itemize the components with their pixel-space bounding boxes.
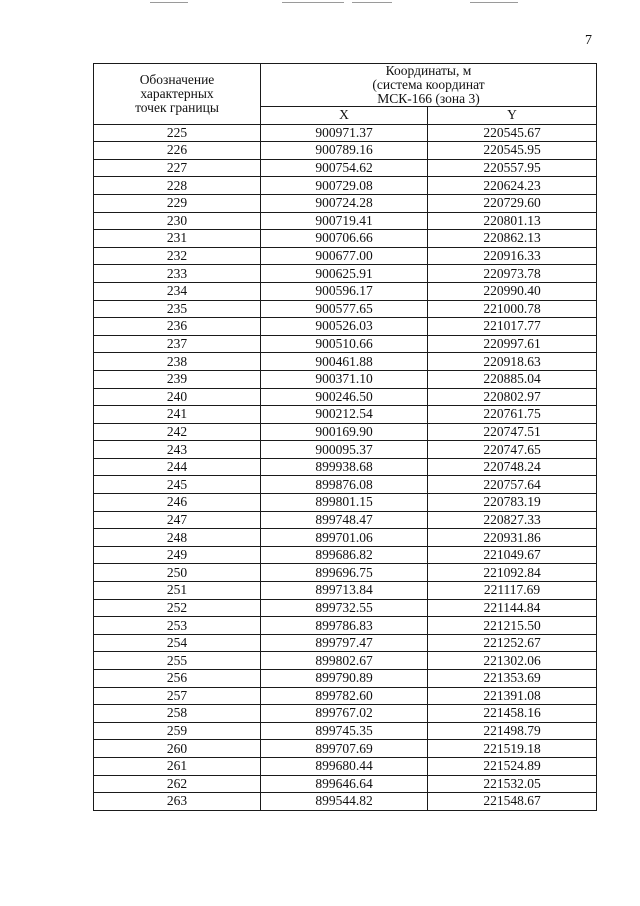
cell-point: 238: [94, 353, 261, 371]
table-row: [94, 230, 597, 248]
table-row: [94, 652, 597, 670]
table-row: [94, 388, 597, 406]
cell-x: 900246.50: [261, 388, 428, 406]
cell-x: 900706.66: [261, 230, 428, 248]
cell-point: 230: [94, 212, 261, 230]
cell-point: 228: [94, 177, 261, 195]
table-row: [94, 194, 597, 212]
coordinates-table: [93, 63, 597, 811]
cell-x: 899786.83: [261, 617, 428, 635]
table-row: [94, 124, 597, 142]
cell-y: 220624.23: [428, 177, 597, 195]
cell-x: 900169.90: [261, 423, 428, 441]
cell-y: 220931.86: [428, 529, 597, 547]
cell-x: 900095.37: [261, 441, 428, 459]
cell-point: 259: [94, 722, 261, 740]
cell-y: 220757.64: [428, 476, 597, 494]
table-row: [94, 634, 597, 652]
cell-x: 900724.28: [261, 194, 428, 212]
cell-point: 243: [94, 441, 261, 459]
cell-point: 233: [94, 265, 261, 283]
cell-x: 900212.54: [261, 406, 428, 424]
cell-x: 900371.10: [261, 370, 428, 388]
cell-point: 263: [94, 793, 261, 811]
cell-point: 256: [94, 670, 261, 688]
cell-y: 221532.05: [428, 775, 597, 793]
cell-point: 237: [94, 335, 261, 353]
cell-x: 899938.68: [261, 458, 428, 476]
cell-point: 249: [94, 546, 261, 564]
table-row: [94, 793, 597, 811]
cell-x: 899732.55: [261, 599, 428, 617]
cell-x: 900677.00: [261, 247, 428, 265]
cell-y: 221548.67: [428, 793, 597, 811]
cell-x: 899802.67: [261, 652, 428, 670]
table-row: [94, 757, 597, 775]
header-designation-line: Обозначение: [139, 71, 215, 87]
cell-x: 899544.82: [261, 793, 428, 811]
cell-y: 221215.50: [428, 617, 597, 635]
cell-x: 899782.60: [261, 687, 428, 705]
cell-y: 220916.33: [428, 247, 597, 265]
cell-point: 258: [94, 705, 261, 723]
page-number: 7: [585, 33, 592, 48]
cell-x: 899790.89: [261, 670, 428, 688]
table-row: [94, 599, 597, 617]
cell-x: 899801.15: [261, 494, 428, 512]
table-row: [94, 300, 597, 318]
cell-point: 261: [94, 757, 261, 775]
cell-x: 900577.65: [261, 300, 428, 318]
cell-x: 899767.02: [261, 705, 428, 723]
cell-point: 239: [94, 370, 261, 388]
table-row: [94, 775, 597, 793]
cell-x: 899701.06: [261, 529, 428, 547]
cell-y: 221144.84: [428, 599, 597, 617]
table-row: [94, 370, 597, 388]
table-row: [94, 406, 597, 424]
cell-point: 254: [94, 634, 261, 652]
table-row: [94, 494, 597, 512]
cell-point: 246: [94, 494, 261, 512]
table-row: [94, 353, 597, 371]
table-row: [94, 335, 597, 353]
cell-point: 244: [94, 458, 261, 476]
cell-point: 252: [94, 599, 261, 617]
table-row: [94, 687, 597, 705]
header-designation-line: характерных: [140, 85, 214, 101]
table-row: [94, 476, 597, 494]
header-y: Y: [428, 107, 597, 125]
cell-x: 900719.41: [261, 212, 428, 230]
table-row: [94, 582, 597, 600]
cell-x: 899876.08: [261, 476, 428, 494]
cell-point: 234: [94, 282, 261, 300]
cell-point: 226: [94, 142, 261, 160]
cell-x: 900971.37: [261, 124, 428, 142]
cell-x: 900596.17: [261, 282, 428, 300]
cell-x: 900789.16: [261, 142, 428, 160]
header-coordinates-line: (система координат: [372, 77, 485, 92]
cell-point: 260: [94, 740, 261, 758]
cell-y: 220827.33: [428, 511, 597, 529]
cell-point: 257: [94, 687, 261, 705]
table-row: [94, 722, 597, 740]
header-x: X: [261, 107, 428, 125]
header-coordinates: [261, 64, 597, 107]
table-row: [94, 282, 597, 300]
cell-y: 221252.67: [428, 634, 597, 652]
cell-point: 241: [94, 406, 261, 424]
cell-x: 900510.66: [261, 335, 428, 353]
cell-y: 220990.40: [428, 282, 597, 300]
table-row: [94, 617, 597, 635]
table-row: [94, 318, 597, 336]
cell-x: 899686.82: [261, 546, 428, 564]
cell-point: 229: [94, 194, 261, 212]
cell-y: 220761.75: [428, 406, 597, 424]
table-row: [94, 564, 597, 582]
cell-y: 220862.13: [428, 230, 597, 248]
header-coordinates-line: Координаты, м: [385, 63, 472, 78]
cell-x: 900729.08: [261, 177, 428, 195]
cell-y: 221353.69: [428, 670, 597, 688]
cell-point: 232: [94, 247, 261, 265]
cell-point: 250: [94, 564, 261, 582]
table-row: [94, 177, 597, 195]
cell-y: 220747.65: [428, 441, 597, 459]
cell-y: 220748.24: [428, 458, 597, 476]
cell-point: 248: [94, 529, 261, 547]
cell-y: 220885.04: [428, 370, 597, 388]
cell-y: 220545.67: [428, 124, 597, 142]
header-coordinates-line: МСК-166 (зона 3): [377, 91, 480, 106]
cell-x: 900625.91: [261, 265, 428, 283]
cell-point: 225: [94, 124, 261, 142]
cell-y: 221000.78: [428, 300, 597, 318]
cell-point: 242: [94, 423, 261, 441]
table-row: [94, 159, 597, 177]
cell-y: 220801.13: [428, 212, 597, 230]
table-row: [94, 212, 597, 230]
cell-point: 236: [94, 318, 261, 336]
cell-y: 221391.08: [428, 687, 597, 705]
cell-y: 220557.95: [428, 159, 597, 177]
cell-point: 231: [94, 230, 261, 248]
cell-point: 240: [94, 388, 261, 406]
table-row: [94, 265, 597, 283]
cell-y: 220802.97: [428, 388, 597, 406]
cell-y: 221519.18: [428, 740, 597, 758]
table-row: [94, 458, 597, 476]
cell-y: 220747.51: [428, 423, 597, 441]
cell-point: 247: [94, 511, 261, 529]
cell-x: 899646.64: [261, 775, 428, 793]
cell-y: 221117.69: [428, 582, 597, 600]
cell-y: 221458.16: [428, 705, 597, 723]
table-row: [94, 441, 597, 459]
table-row: [94, 546, 597, 564]
header-designation-line: точек границы: [135, 99, 219, 115]
cell-y: 221049.67: [428, 546, 597, 564]
table-row: [94, 529, 597, 547]
top-scan-marks: [0, 0, 640, 6]
cell-y: 220545.95: [428, 142, 597, 160]
table-row: [94, 142, 597, 160]
cell-y: 221524.89: [428, 757, 597, 775]
cell-y: 221017.77: [428, 318, 597, 336]
cell-y: 220997.61: [428, 335, 597, 353]
cell-point: 255: [94, 652, 261, 670]
table-row: [94, 670, 597, 688]
cell-x: 899797.47: [261, 634, 428, 652]
cell-y: 220918.63: [428, 353, 597, 371]
cell-x: 899707.69: [261, 740, 428, 758]
cell-y: 220783.19: [428, 494, 597, 512]
cell-x: 900754.62: [261, 159, 428, 177]
cell-x: 900526.03: [261, 318, 428, 336]
cell-x: 899748.47: [261, 511, 428, 529]
table-row: [94, 705, 597, 723]
cell-point: 235: [94, 300, 261, 318]
cell-point: 251: [94, 582, 261, 600]
table-row: [94, 511, 597, 529]
table-header: [94, 64, 597, 125]
cell-point: 245: [94, 476, 261, 494]
cell-y: 220973.78: [428, 265, 597, 283]
table-body: [94, 124, 597, 810]
cell-y: 221302.06: [428, 652, 597, 670]
cell-y: 221498.79: [428, 722, 597, 740]
cell-x: 900461.88: [261, 353, 428, 371]
cell-point: 262: [94, 775, 261, 793]
table-row: [94, 423, 597, 441]
cell-point: 253: [94, 617, 261, 635]
cell-x: 899745.35: [261, 722, 428, 740]
table-row: [94, 740, 597, 758]
cell-y: 220729.60: [428, 194, 597, 212]
table-row: [94, 247, 597, 265]
cell-x: 899713.84: [261, 582, 428, 600]
cell-x: 899680.44: [261, 757, 428, 775]
cell-y: 221092.84: [428, 564, 597, 582]
header-point-designation: [94, 64, 261, 125]
cell-point: 227: [94, 159, 261, 177]
cell-x: 899696.75: [261, 564, 428, 582]
